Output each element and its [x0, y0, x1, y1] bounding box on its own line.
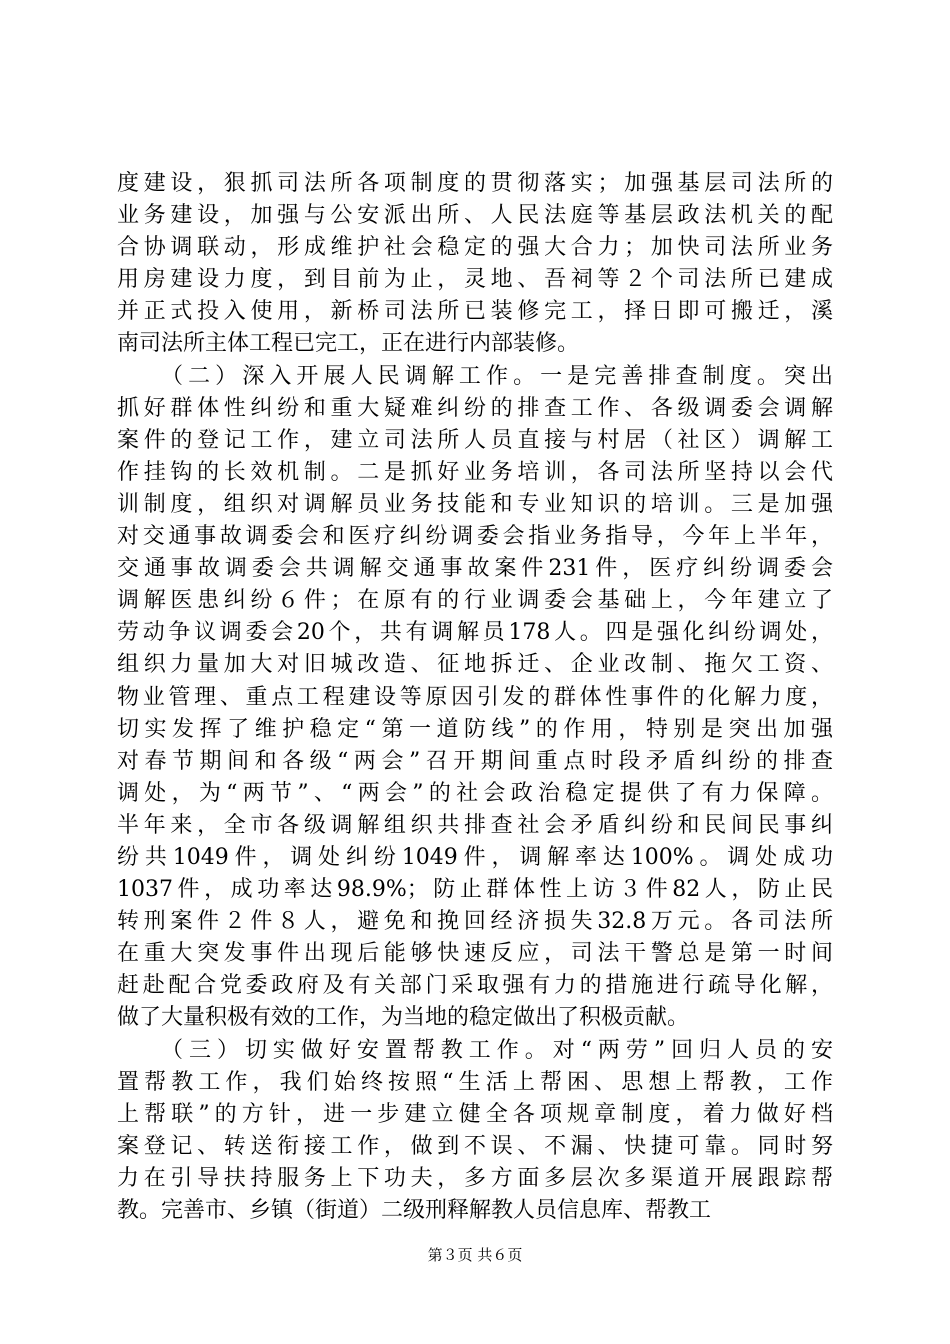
text-line: 纷共1049件，调处纠纷1049件，调解率达100%。调处成功	[117, 844, 833, 870]
document-body	[117, 168, 833, 1227]
text-line: 作挂钩的长效机制。二是抓好业务培训，各司法所坚持以会代	[117, 459, 833, 485]
text-line: 南司法所主体工程已完工，正在进行内部装修。	[117, 331, 580, 357]
text-line: 案件的登记工作，建立司法所人员直接与村居（社区）调解工	[117, 427, 833, 453]
text-line: 半年来，全市各级调解组织共排查社会矛盾纠纷和民间民事纠	[117, 812, 833, 838]
text-line: 交通事故调委会共调解交通事故案件231件，医疗纠纷调委会	[117, 556, 833, 582]
text-line: 组织力量加大对旧城改造、征地拆迁、企业改制、拖欠工资、	[117, 652, 833, 678]
paragraph	[117, 1035, 833, 1228]
text-line: 力在引导扶持服务上下功夫，多方面多层次多渠道开展跟踪帮	[117, 1165, 833, 1191]
text-line: 用房建设力度，到目前为止，灵地、吾祠等２个司法所已建成	[117, 267, 833, 293]
text-line: 切实发挥了维护稳定“第一道防线”的作用，特别是突出加强	[117, 716, 833, 742]
text-line: 案登记、转送衔接工作，做到不误、不漏、快捷可靠。同时努	[117, 1133, 833, 1159]
paragraph	[117, 361, 833, 1035]
text-line: 转刑案件２件８人，避免和挽回经济损失32.8万元。各司法所	[117, 909, 833, 935]
text-line: 劳动争议调委会20个，共有调解员178人。四是强化纠纷调处，	[117, 620, 833, 646]
page-number-footer: 第３页 共６页	[427, 1246, 523, 1264]
text-line: 1037件，成功率达98.9%；防止群体性上访３件82人，防止民	[117, 877, 833, 903]
paragraph	[117, 168, 833, 361]
text-line: 调处，为“两节”、“两会”的社会政治稳定提供了有力保障。	[117, 780, 833, 806]
text-line: （三）切实做好安置帮教工作。对“两劳”回归人员的安	[161, 1037, 833, 1063]
text-line: 上帮联”的方针，进一步建立健全各项规章制度，着力做好档	[117, 1101, 833, 1127]
text-line: 抓好群体性纠纷和重大疑难纠纷的排查工作、各级调委会调解	[117, 395, 833, 421]
text-line: 教。完善市、乡镇（街道）二级刑释解教人员信息库、帮教工	[117, 1198, 712, 1223]
text-line: 对交通事故调委会和医疗纠纷调委会指业务指导，今年上半年，	[117, 524, 833, 550]
text-line: 物业管理、重点工程建设等原因引发的群体性事件的化解力度，	[117, 684, 833, 710]
text-line: 置帮教工作，我们始终按照“生活上帮困、思想上帮教，工作	[117, 1069, 833, 1095]
text-line: 训制度，组织对调解员业务技能和专业知识的培训。三是加强	[117, 491, 833, 517]
text-line: 调解医患纠纷６件；在原有的行业调委会基础上，今年建立了	[117, 588, 833, 614]
text-line: 赶赴配合党委政府及有关部门采取强有力的措施进行疏导化解，	[117, 973, 833, 999]
text-line: 合协调联动，形成维护社会稳定的强大合力；加快司法所业务	[117, 235, 833, 261]
text-line: 对春节期间和各级“两会”召开期间重点时段矛盾纠纷的排查	[117, 748, 833, 774]
text-line: 做了大量积极有效的工作，为当地的稳定做出了积极贡献。	[117, 1005, 690, 1031]
text-line: 并正式投入使用，新桥司法所已装修完工，择日即可搬迁，溪	[117, 299, 833, 325]
text-line: 在重大突发事件出现后能够快速反应，司法干警总是第一时间	[117, 941, 833, 967]
text-line: 度建设，狠抓司法所各项制度的贯彻落实；加强基层司法所的	[117, 171, 833, 196]
text-line: 业务建设，加强与公安派出所、人民法庭等基层政法机关的配	[117, 203, 833, 229]
text-line: （二）深入开展人民调解工作。一是完善排查制度。突出	[161, 363, 833, 389]
